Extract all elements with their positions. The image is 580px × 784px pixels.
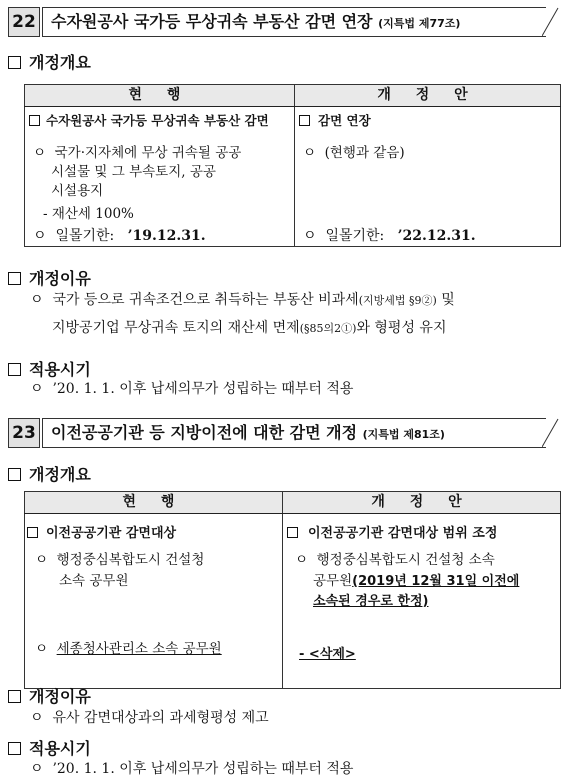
overview-heading-23: 개정개요	[8, 462, 91, 485]
section-number: 23	[8, 418, 40, 448]
current-title: 이전공공기관 감면대상	[27, 524, 176, 544]
section-title-text: 수자원공사 국가등 무상귀속 부동산 감면 연장	[51, 12, 373, 31]
reason-text-22-line2: 지방공기업 무상귀속 토지의 재산세 면제(§85의2①)와 형평성 유지	[52, 320, 447, 336]
reason-heading-23: 개정이유	[8, 684, 91, 707]
current-title: 수자원공사 국가등 무상귀속 부동산 감면	[29, 111, 269, 131]
revised-item-1: ㅇ (현행과 같음)	[303, 145, 405, 161]
apply-heading-23: 적용시기	[8, 736, 91, 759]
column-header-current: 현 행	[25, 492, 283, 514]
current-item-1-line2: 소속 공무원	[59, 573, 129, 589]
checkbox-square-icon	[8, 272, 21, 285]
checkbox-square-icon	[287, 527, 298, 538]
revised-item-2: - <삭제>	[299, 647, 356, 662]
revised-item-1-line2: 공무원(2019년 12월 31일 이전에	[313, 573, 520, 589]
revised-title: 감면 연장	[299, 111, 371, 131]
checkbox-square-icon	[8, 363, 21, 376]
comparison-table-22	[24, 84, 561, 247]
apply-text-22: ㅇ ’20. 1. 1. 이후 납세의무가 성립하는 때부터 적용	[30, 381, 354, 397]
reason-text-22-line1: ㅇ 국가 등으로 귀속조건으로 취득하는 부동산 비과세(지방세법 §9②) 및	[30, 292, 455, 308]
column-header-revised: 개 정 안	[295, 85, 561, 107]
section-title	[42, 7, 546, 37]
current-item-1-line2: 시설물 및 그 부속토지, 공공	[51, 164, 216, 180]
banner-slash-decoration	[542, 7, 560, 37]
section-22-banner	[8, 7, 560, 37]
current-item-1: ㅇ 행정중심복합도시 건설청	[35, 552, 205, 568]
revised-sunset: ㅇ 일몰기한: ’22.12.31.	[303, 228, 476, 244]
checkbox-square-icon	[8, 742, 21, 755]
current-item-2: - 재산세 100%	[43, 206, 134, 222]
comparison-table-23	[24, 491, 561, 689]
reason-text-23: ㅇ 유사 감면대상과의 과세형평성 제고	[30, 710, 269, 726]
revised-item-1: ㅇ 행정중심복합도시 건설청 소속	[295, 552, 495, 568]
checkbox-square-icon	[27, 527, 38, 538]
reason-heading-22: 개정이유	[8, 266, 91, 289]
banner-slash-decoration	[542, 418, 560, 448]
section-title	[42, 418, 546, 448]
current-item-2: ㅇ 세종청사관리소 소속 공무원	[35, 641, 222, 657]
apply-text-23: ㅇ ’20. 1. 1. 이후 납세의무가 성립하는 때부터 적용	[30, 761, 354, 777]
column-header-current: 현 행	[25, 85, 295, 107]
law-reference: (지특법 제77조)	[378, 17, 461, 30]
checkbox-square-icon	[8, 468, 21, 481]
revised-item-1-line3: 소속된 경우로 한정)	[313, 594, 429, 609]
law-reference: (지특법 제81조)	[362, 428, 445, 441]
revised-title: 이전공공기관 감면대상 범위 조정	[287, 524, 497, 544]
current-item-1-line3: 시설용지	[51, 183, 104, 199]
checkbox-square-icon	[299, 115, 310, 126]
section-number: 22	[8, 7, 40, 37]
section-title-text: 이전공공기관 등 지방이전에 대한 감면 개정	[51, 423, 358, 442]
checkbox-square-icon	[8, 56, 21, 69]
checkbox-square-icon	[29, 115, 40, 126]
column-header-revised: 개 정 안	[283, 492, 561, 514]
overview-heading-22: 개정개요	[8, 50, 91, 73]
checkbox-square-icon	[8, 690, 21, 703]
current-sunset: ㅇ 일몰기한: ’19.12.31.	[33, 228, 206, 244]
section-23-banner	[8, 418, 560, 448]
apply-heading-22: 적용시기	[8, 357, 91, 380]
current-item-1: ㅇ 국가·지자체에 무상 귀속될 공공	[33, 145, 242, 161]
